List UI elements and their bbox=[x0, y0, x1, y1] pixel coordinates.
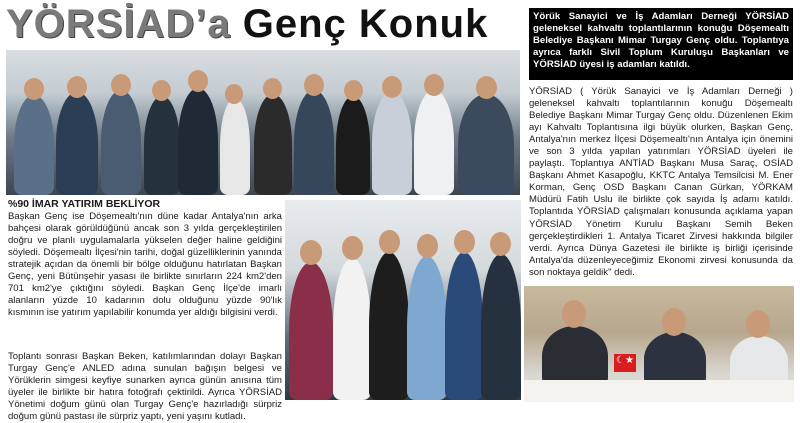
group-photo bbox=[6, 50, 520, 195]
body-right-column: YÖRSİAD ( Yörük Sanayici ve İş Adamları Derneği ) geleneksel kahvaltı toplantılarının konuğu Döşemealtı Belediye Başkanı Mimar Turgay Genç oldu. Düzenlenen Ekim ayı Kahvaltı Toplantısına ilgi büyük olurken, Başkan Genç, Antalya'nın merkez İlçesi Döşemealtı'nın Antalya için önemini ve son 3 yılda yapılan yatırımları YÖRSİAD üyeleri ile paylaştı. Toplantıya ANTİAD Başkanı Musa Saraç, OSİAD Başkanı Ahmet Kasapoğlu, KKTC Antalya Temsilcisi M. Ener Korman, Genç OSD Başkanı Canan Gürkan, YÖRKAM Müdürü Fatih Uslu ile birlikte çok sayıda İş adamı katıldı. Toplantıda YÖRSİAD çalışmaları konusunda açıklama yapan YÖRSİAD Yönetim Kurulu Başkanı Semih Beken gerçekleştirdikleri 1. Antalya Ticaret Zirvesi hakkında bilgiler verdi. Ayrıca Dünya Gazetesi ile birlikte iş birliği içerisinde Antalya'da düzenleyeceğimiz Ekonomi zirvesi konusunda da son noktaya geldik" dedi. bbox=[529, 86, 793, 278]
turkish-flag bbox=[614, 354, 636, 372]
headline-part-b: Genç Konuk bbox=[230, 2, 489, 46]
headline bbox=[6, 2, 520, 46]
body-left-paragraph-2: Toplantı sonrası Başkan Beken, katılımlarından dolayı Başkan Turgay Genç'e ANLED adına sunulan bağışın belgesi ve Yörüklerin simgesi keyfiye sunarken ayrıca günün anısına tüm üyeler ile birlikte bir hatıra fotoğrafı çektirildi. Ayrıca YÖRSİAD Yönetimi doğum günü olan Turgay Genç'e hazırladığı sürpriz doğum günü pastası ile sürpriz yaptı, yeni yaşını kutladı. bbox=[8, 351, 282, 423]
subheading: %90 İMAR YATIRIM BEKLİYOR bbox=[8, 198, 161, 210]
standing-group-photo bbox=[285, 200, 521, 400]
lede-box: Yörük Sanayici ve İş Adamları Derneği YÖRSİAD geleneksel kahvaltı toplantılarının konuğu Döşemealtı Belediye Başkanı Mimar Turgay Genç oldu. Toplantıya ayrıca farklı Sivil Toplum Kuruluşu Başkanları ve YÖRSİAD üyesi iş adamları katıldı. bbox=[529, 8, 793, 80]
body-left-paragraph-1: Başkan Genç ise Döşemealtı'nın düne kadar Antalya'nın arka bahçesi olarak görüldüğünü ancak son 3 yılda gerçekleştirilen doğru ve planlı uygulamalarla yükselen değer haline geldiğini söyledi. Döşemealtı İlçesi'nin tarihi, doğal güzelliklerinin yanında stratejik açıdan da önemli bir bölge olduğunu hatırlatan Başkan Genç, yeni Bütünşehir yasası ile birlikte sınırların 224 km2'den 701 km2'ye çıktığını söyledi. Başkan Genç İlçe'de imarlı alanların yüzde 10 kadarının dolu olduğunu yüzde 90'lık kısmının ise yatırım yapılabilir konumda yer aldığı bilgisini verdi. bbox=[8, 211, 282, 319]
lunch-table-photo bbox=[524, 286, 794, 402]
headline-part-a: YÖRSİAD’a bbox=[6, 2, 231, 46]
